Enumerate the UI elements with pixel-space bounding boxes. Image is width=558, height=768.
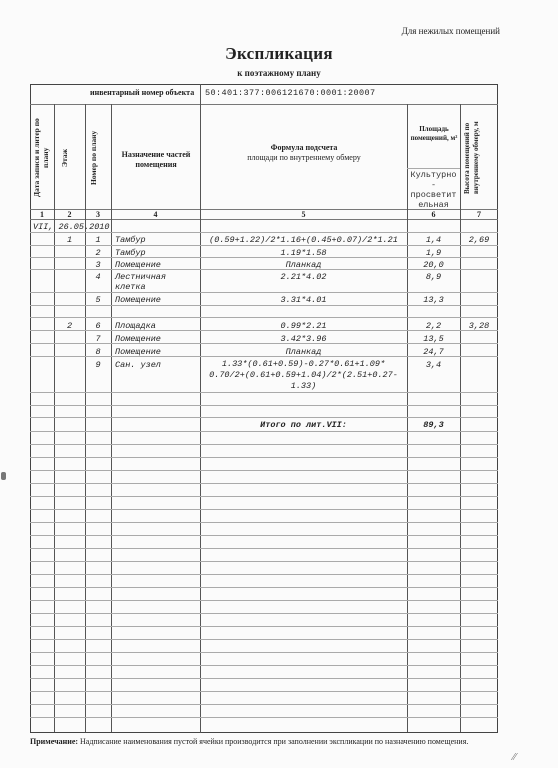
row-rule [30, 626, 498, 627]
row-height: 2,69 [468, 235, 490, 245]
column-number: 7 [477, 210, 481, 219]
corner-note: Для нежилых помещений [401, 26, 500, 36]
row-rule [30, 639, 498, 640]
total-label: Итого по лит.VII: [260, 420, 347, 430]
column-number: 2 [67, 210, 72, 219]
column-divider [85, 104, 86, 732]
row-formula: Планкад [285, 260, 322, 270]
row-rule [30, 496, 498, 497]
record-date-litera: VII, 26.05.2010 [33, 222, 110, 232]
header-purpose: Назначение частей помещения [121, 150, 191, 169]
column-number: 6 [431, 210, 436, 219]
row-purpose: Помещение [115, 295, 161, 305]
row-formula: 3.31*4.01 [280, 295, 327, 305]
row-number: 5 [95, 295, 101, 305]
row-rule [30, 405, 498, 406]
header-height: Высота помещений по внутреннему обмеру, м [463, 121, 480, 195]
row-number: 3 [95, 260, 101, 270]
column-divider [200, 84, 201, 733]
row-purpose: Помещение [115, 260, 161, 270]
row-rule [30, 691, 498, 692]
header-area-sub: просветит [410, 190, 457, 200]
row-rule [30, 305, 498, 306]
header-rule [30, 219, 498, 220]
row-height: 3,28 [468, 321, 490, 331]
row-number: 4 [95, 272, 101, 282]
row-formula: 0.99*2.21 [280, 321, 327, 331]
row-formula: 2.21*4.02 [280, 272, 327, 282]
row-formula: 3.42*3.96 [280, 334, 327, 344]
row-area: 24,7 [423, 347, 444, 357]
row-rule [30, 548, 498, 549]
row-rule [30, 509, 498, 510]
row-rule [30, 522, 498, 523]
row-rule [30, 470, 498, 471]
column-divider [111, 104, 112, 732]
row-purpose: Тамбур [115, 235, 146, 245]
row-purpose: Помещение [115, 347, 161, 357]
column-number: 1 [40, 210, 44, 219]
row-floor: 2 [66, 321, 73, 331]
row-purpose: клетка [115, 282, 146, 292]
header-formula-line1: Формула подсчета [270, 143, 338, 152]
header-date-record: Дата записи и литер по плану [32, 118, 50, 198]
row-rule [30, 561, 498, 562]
row-rule [30, 535, 498, 536]
footnote-text: Надписание наименования пустой ячейки производится при заполнении экспликации по назначению помещения. [80, 737, 469, 746]
row-rule [30, 444, 498, 445]
row-rule [30, 613, 498, 614]
document-subtitle: к поэтажному плану [237, 68, 321, 78]
row-rule [30, 600, 498, 601]
row-number: 1 [95, 235, 101, 245]
row-formula: 1.33*(0.61+0.59)-0.27*0.61+1.09* [221, 359, 386, 369]
row-purpose: Тамбур [115, 248, 146, 258]
row-number: 7 [95, 334, 101, 344]
scan-mark: ⁄⁄ [512, 752, 516, 763]
row-area: 1,9 [425, 248, 442, 258]
inventory-number: 50:401:377:006121670:0001:20007 [205, 88, 376, 98]
document-title: Экспликация [225, 44, 333, 63]
header-floor: Этаж [60, 148, 69, 168]
row-formula: Планкад [285, 347, 322, 357]
row-area: 1,4 [425, 235, 442, 245]
row-area: 13,3 [423, 295, 444, 305]
column-number: 3 [96, 210, 100, 219]
column-number: 4 [153, 210, 158, 219]
header-area-sub: ельная [418, 200, 449, 210]
row-rule [30, 574, 498, 575]
subheader-rule [407, 168, 460, 169]
row-number: 2 [95, 248, 101, 258]
row-rule [30, 457, 498, 458]
total-area: 89,3 [423, 420, 444, 430]
row-purpose: Площадка [115, 321, 156, 331]
column-divider [54, 104, 55, 732]
row-purpose: Помещение [115, 334, 161, 344]
row-area: 2,2 [425, 321, 442, 331]
header-formula-line2: площади по внутреннему обмеру [247, 153, 361, 162]
row-rule [30, 704, 498, 705]
row-formula: 1.19*1.58 [280, 248, 327, 258]
row-rule [30, 417, 498, 418]
row-area: 8,9 [425, 272, 442, 282]
row-rule [30, 717, 498, 718]
row-rule [30, 587, 498, 588]
row-number: 6 [95, 321, 101, 331]
column-number: 5 [301, 210, 306, 219]
inventory-label: инвентарный номер объекта [90, 88, 195, 97]
scan-artifact [1, 472, 6, 480]
row-floor: 1 [66, 235, 73, 245]
row-rule [30, 431, 498, 432]
row-rule [30, 652, 498, 653]
footnote [30, 737, 468, 746]
row-purpose: Сан. узел [115, 360, 161, 370]
row-rule [30, 665, 498, 666]
row-rule [30, 232, 498, 233]
row-rule [30, 317, 498, 318]
row-number: 9 [95, 360, 101, 370]
footnote-label: Примечание: [30, 737, 79, 746]
row-purpose: Лестничная [115, 272, 167, 282]
column-divider [460, 104, 461, 732]
header-area-sub: - [430, 180, 437, 190]
row-rule [30, 483, 498, 484]
header-area-sub: Культурно [410, 170, 457, 180]
header-rule [30, 104, 498, 105]
row-rule [30, 292, 498, 293]
row-formula: (0.59+1.22)/2*1.16+(0.45+0.07)/2*1.21 [209, 235, 398, 245]
row-area: 3,4 [425, 360, 442, 370]
row-rule [30, 678, 498, 679]
row-rule [30, 392, 498, 393]
row-area: 13,5 [423, 334, 444, 344]
row-rule [30, 245, 498, 246]
row-formula: 0.70/2+(0.61+0.59+1.04)/2*(2.51+0.27- [209, 370, 398, 380]
row-formula: 1.33) [290, 381, 317, 391]
header-plan-number: Номер по плану [89, 130, 98, 186]
header-area: Площадь помещений, м² [410, 125, 458, 142]
row-area: 20,0 [423, 260, 444, 270]
row-number: 8 [95, 347, 101, 357]
